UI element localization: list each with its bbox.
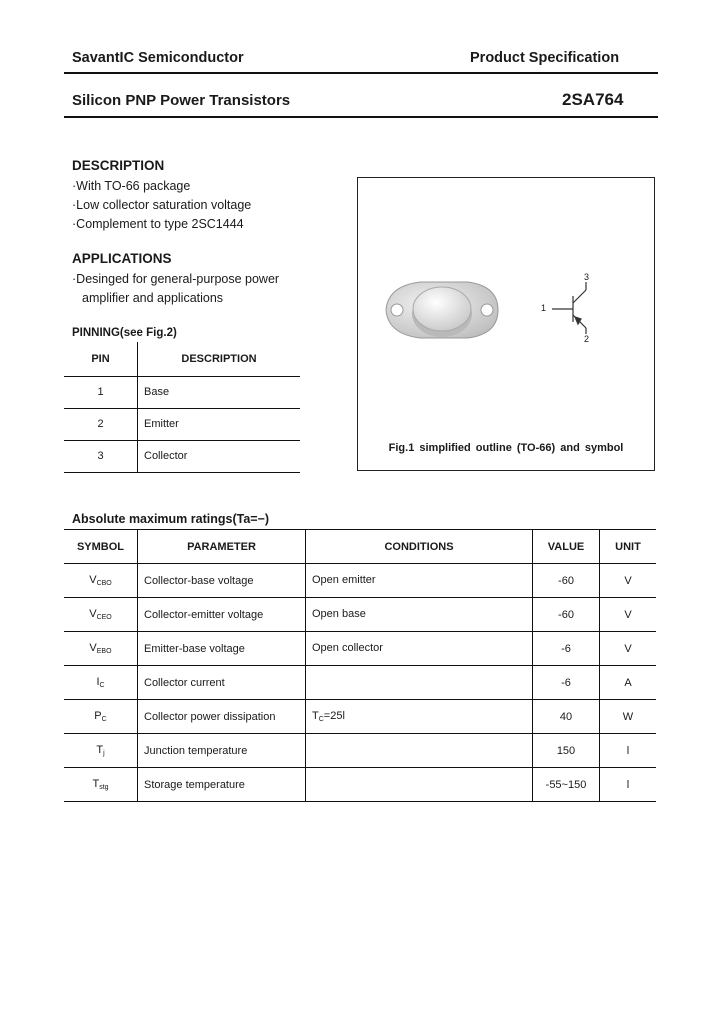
unit-cell: V <box>624 608 632 621</box>
symbol-cell: $V_{CBO}$ <box>64 564 138 598</box>
header-value: VALUE <box>533 530 600 564</box>
value-cell: -6 <box>533 632 600 666</box>
pinning-header-description: DESCRIPTION <box>181 352 257 365</box>
applications-text <box>72 270 279 308</box>
description-item: ·With TO-66 package <box>72 179 191 193</box>
table-row <box>64 408 300 440</box>
unit-cell: l <box>626 744 630 757</box>
pin-label: 1 <box>541 303 547 313</box>
table-row <box>64 666 656 700</box>
figure-caption: Fig.1 simplified outline (TO-66) and symbol <box>388 442 624 454</box>
conditions-cell: $T_C=25l$ <box>306 700 533 734</box>
symbol-cell: $I_C$ <box>64 666 138 700</box>
applications-line: ·Desinged for general-purpose power <box>72 272 280 286</box>
conditions-cell <box>306 734 533 768</box>
table-row <box>64 734 656 768</box>
table-row <box>64 440 300 472</box>
parameter-cell: Junction temperature <box>138 734 306 768</box>
parameter-cell: Collector current <box>138 666 306 700</box>
figure-box <box>357 177 655 471</box>
unit-cell: V <box>624 642 632 655</box>
header-conditions: CONDITIONS <box>306 530 533 564</box>
value-cell: -6 <box>533 666 600 700</box>
symbol-cell: $V_{CEO}$ <box>64 598 138 632</box>
unit-cell: W <box>622 710 634 723</box>
value-cell: 40 <box>533 700 600 734</box>
pin-number: 2 <box>64 408 138 440</box>
symbol-cell: $P_C$ <box>64 700 138 734</box>
header-symbol: SYMBOL <box>64 530 138 564</box>
symbol-cell: $V_{EBO}$ <box>64 632 138 666</box>
pinning-header-row <box>64 342 300 376</box>
conditions-cell: Open base <box>306 598 533 632</box>
symbol-cell: $T_{stg}$ <box>64 768 138 802</box>
table-row <box>64 700 656 734</box>
conditions-cell <box>306 666 533 700</box>
parameter-cell: Storage temperature <box>138 768 306 802</box>
header-rule-bottom <box>64 116 658 118</box>
pin-number: 3 <box>64 440 138 472</box>
ratings-title: Absolute maximum ratings(Ta=−) <box>72 512 270 526</box>
document-type: Product Specification <box>470 50 620 66</box>
pinning-header-pin: PIN <box>64 342 138 376</box>
table-row <box>64 632 656 666</box>
figure-drawing <box>358 178 656 472</box>
header-rule-top <box>64 72 658 74</box>
conditions-cell: Open emitter <box>306 564 533 598</box>
value-cell: 150 <box>533 734 600 768</box>
pin-label: 3 <box>584 272 590 282</box>
applications-title: APPLICATIONS <box>72 251 172 266</box>
parameter-cell: Collector-emitter voltage <box>138 598 306 632</box>
description-item: ·Low collector saturation voltage <box>72 198 252 212</box>
value-cell: -60 <box>533 564 600 598</box>
description-list <box>72 177 251 234</box>
ratings-table <box>64 529 656 802</box>
symbol-cell: $T_j$ <box>64 734 138 768</box>
table-row <box>64 564 656 598</box>
conditions-cell: Open collector <box>306 632 533 666</box>
parameter-cell: Collector-base voltage <box>138 564 306 598</box>
description-item: ·Complement to type 2SC1444 <box>72 217 244 231</box>
pin-description: Base <box>144 386 170 398</box>
parameter-cell: Emitter-base voltage <box>138 632 306 666</box>
description-title: DESCRIPTION <box>72 158 165 173</box>
applications-line: amplifier and applications <box>82 291 224 305</box>
part-number: 2SA764 <box>562 90 624 109</box>
pin-description: Collector <box>144 450 188 462</box>
ratings-header-row <box>64 530 656 564</box>
parameter-cell: Collector power dissipation <box>138 700 306 734</box>
unit-cell: V <box>624 574 632 587</box>
header-parameter: PARAMETER <box>138 530 306 564</box>
pin-description: Emitter <box>144 418 179 430</box>
unit-cell: A <box>624 676 632 689</box>
table-row <box>64 376 300 408</box>
conditions-cell <box>306 768 533 802</box>
pnp-transistor-symbol-icon <box>552 282 586 334</box>
table-row <box>64 768 656 802</box>
value-cell: -60 <box>533 598 600 632</box>
to66-package-icon <box>386 282 498 338</box>
header-unit: UNIT <box>615 540 641 553</box>
pinning-title: PINNING(see Fig.2) <box>72 327 177 339</box>
company-name: SavantIC Semiconductor <box>72 50 244 66</box>
pinning-table <box>64 342 300 473</box>
table-row <box>64 598 656 632</box>
product-line: Silicon PNP Power Transistors <box>72 92 291 109</box>
unit-cell: l <box>626 778 630 791</box>
value-cell: -55~150 <box>533 768 600 802</box>
pin-label: 2 <box>584 334 590 344</box>
pin-number: 1 <box>64 376 138 408</box>
